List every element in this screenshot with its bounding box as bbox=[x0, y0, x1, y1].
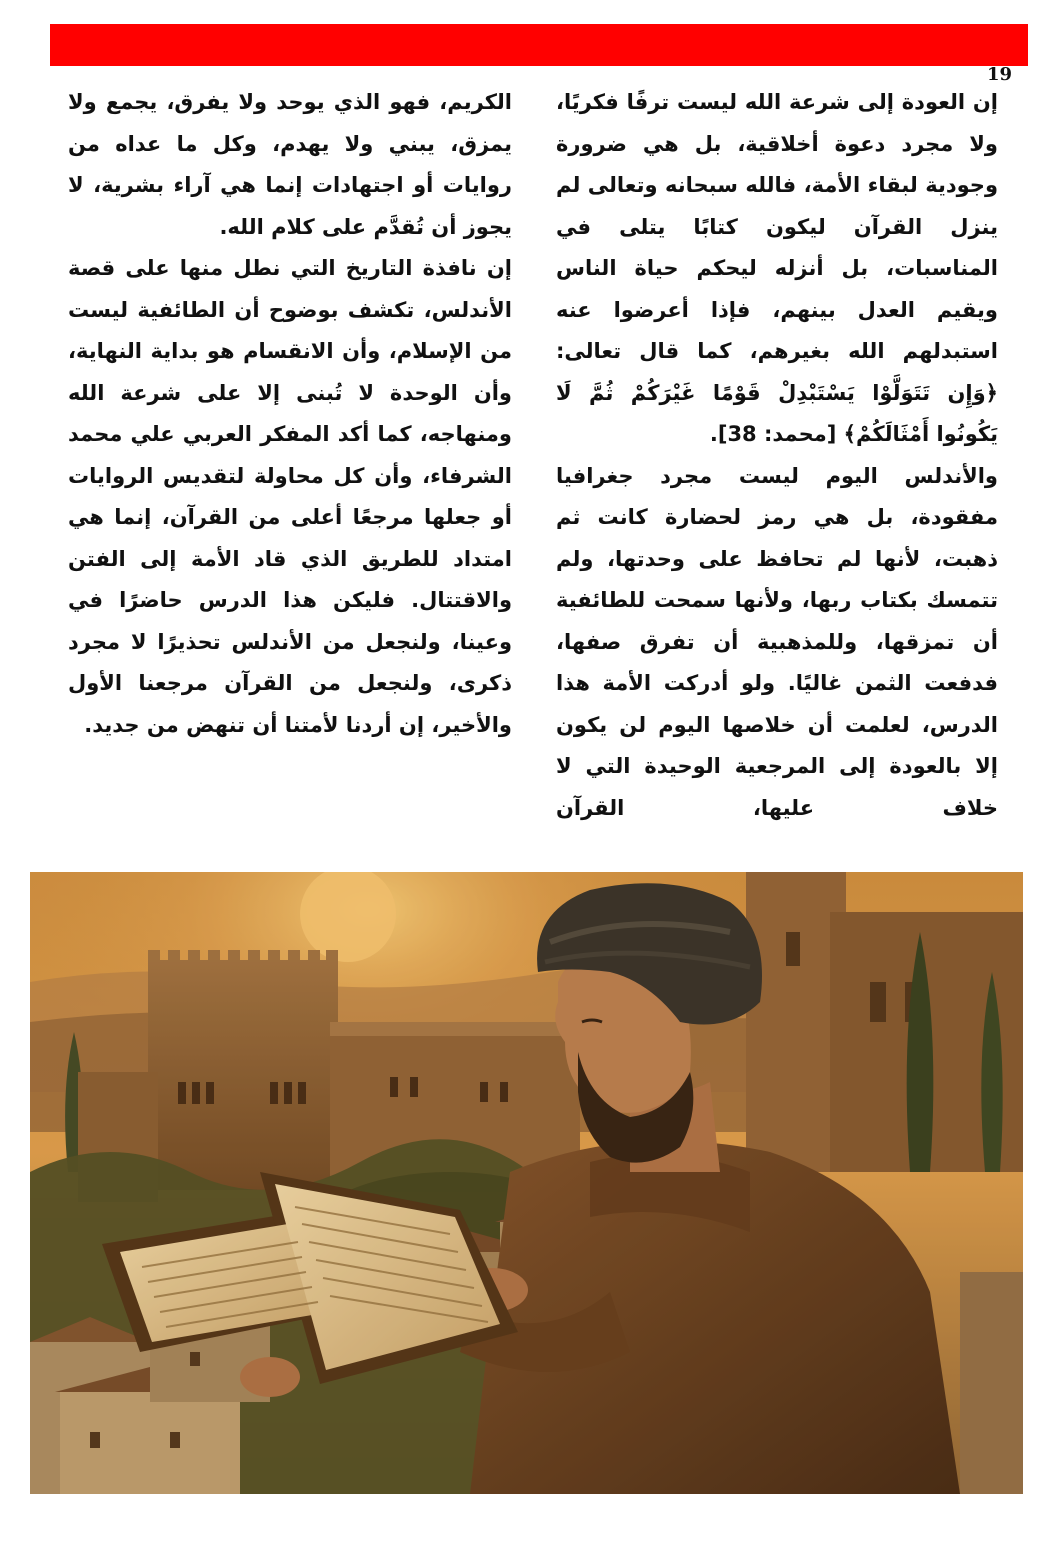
paragraph: إن نافذة التاريخ التي نطل منها على قصة الأندلس، تكشف بوضوح أن الطائفية ليست من الإسلام، وأن الانقسام هو بداية النهاية، وأن الوحدة لا تُبنى إلا على شرعة الله ومنهاجه، كما أكد المفكر العربي علي محمد الشرفاء، وأن كل محاولة لتقديس الروايات أو جعلها مرجعًا أعلى من القرآن، إنما هي امتداد للطريق الذي قاد الأمة إلى الفتن والاقتتال. فليكن هذا الدرس حاضرًا في وعينا، ولنجعل من الأندلس تحذيرًا لا مجرد ذكرى، ولنجعل من القرآن مرجعنا الأول والأخير، إن أردنا لأمتنا أن تنهض من جديد. bbox=[68, 256, 512, 737]
right-text-column bbox=[556, 82, 998, 829]
paragraph: إن العودة إلى شرعة الله ليست ترفًا فكريًا، ولا مجرد دعوة أخلاقية، بل هي ضرورة وجودية لبقاء الأمة، فالله سبحانه وتعالى لم ينزل القرآن ليكون كتابًا يتلى في المناسبات، بل أنزله ليحكم حياة الناس ويقيم العدل بينهم، فإذا أعرضوا عنه استبدلهم الله بغيرهم، كما قال تعالى: ﴿وَإِن تَتَوَلَّوْا يَسْتَبْدِلْ قَوْمًا غَيْرَكُمْ ثُمَّ لَا يَكُونُوا أَمْثَالَكُمْ﴾ [محمد: 38]. bbox=[556, 90, 998, 446]
illustration-man-reading-quran-alhambra bbox=[30, 872, 1023, 1494]
page-number: 19 bbox=[986, 64, 1012, 85]
paragraph: الكريم، فهو الذي يوحد ولا يفرق، يجمع ولا يمزق، يبني ولا يهدم، وكل ما عداه من روايات أو اجتهادات إنما هي آراء بشرية، لا يجوز أن تُقدَّم على كلام الله. bbox=[68, 90, 512, 239]
left-text-column bbox=[68, 82, 512, 746]
header-bar bbox=[50, 24, 1028, 85]
paragraph: والأندلس اليوم ليست مجرد جغرافيا مفقودة، بل هي رمز لحضارة كانت ثم ذهبت، لأنها لم تحافظ على وحدتها، ولم تتمسك بكتاب ربها، ولأنها سمحت للطائفية أن تمزقها، وللمذهبية أن تفرق صفها، فدفعت الثمن غاليًا. ولو أدركت الأمة هذا الدرس، لعلمت أن خلاصها اليوم لن يكون إلا بالعودة إلى المرجعية الوحيدة التي لا خلاف عليها، القرآن bbox=[556, 463, 998, 820]
